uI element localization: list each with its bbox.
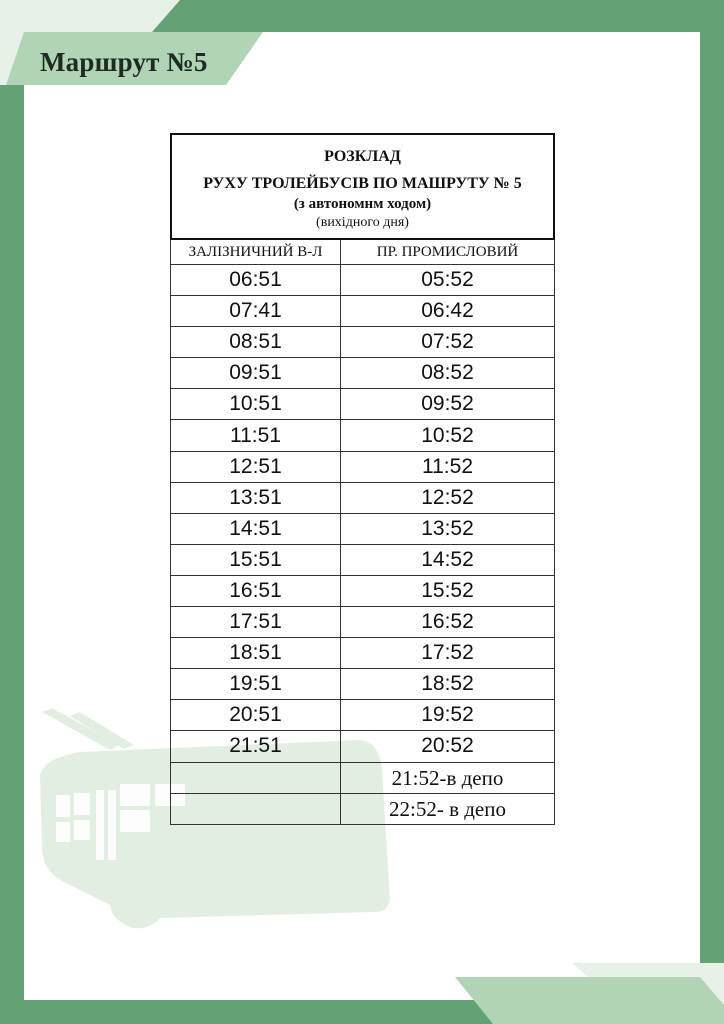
departure-cell: 22:52- в депо (341, 793, 555, 824)
column-header-zaliznychnyi: ЗАЛІЗНИЧНИЙ В-Л (171, 239, 341, 265)
departure-cell: 12:52 (341, 482, 555, 513)
schedule-mode-note: (з автономнм ходом) (293, 196, 432, 212)
departure-cell: 20:51 (171, 700, 341, 731)
departure-cell: 15:52 (341, 575, 555, 606)
schedule-day-note: (вихідного дня) (316, 215, 409, 230)
column-header-promyslovyi: ПР. ПРОМИСЛОВИЙ (341, 239, 555, 265)
table-row (171, 265, 555, 296)
table-row (171, 731, 555, 762)
departure-cell: 05:52 (341, 265, 555, 296)
route-title: Маршрут №5 (40, 47, 208, 77)
departure-cell: 17:51 (171, 607, 341, 638)
table-row (171, 327, 555, 358)
departure-cell: 14:51 (171, 513, 341, 544)
schedule-header (170, 133, 555, 238)
departure-cell (171, 762, 341, 793)
column-header-row (171, 239, 555, 265)
table-row (171, 669, 555, 700)
departure-cell: 18:52 (341, 669, 555, 700)
departure-cell: 14:52 (341, 544, 555, 575)
departure-cell: 19:52 (341, 700, 555, 731)
table-row (171, 607, 555, 638)
departure-cell: 07:41 (171, 296, 341, 327)
departure-cell: 09:51 (171, 358, 341, 389)
table-row (171, 482, 555, 513)
departure-cell: 20:52 (341, 731, 555, 762)
departure-cell: 08:51 (171, 327, 341, 358)
table-row (171, 296, 555, 327)
departure-cell: 07:52 (341, 327, 555, 358)
table-row (171, 793, 555, 824)
departure-cell: 19:51 (171, 669, 341, 700)
departure-cell: 10:51 (171, 389, 341, 420)
schedule-heading: РОЗКЛАД (324, 148, 401, 165)
departure-cell: 21:51 (171, 731, 341, 762)
departure-cell: 06:42 (341, 296, 555, 327)
table-row (171, 762, 555, 793)
departure-cell: 13:52 (341, 513, 555, 544)
timetable (170, 238, 555, 825)
departure-cell: 17:52 (341, 638, 555, 669)
departure-cell: 18:51 (171, 638, 341, 669)
table-row (171, 451, 555, 482)
departure-cell: 06:51 (171, 265, 341, 296)
departure-cell: 10:52 (341, 420, 555, 451)
departure-cell: 11:51 (171, 420, 341, 451)
departure-cell: 12:51 (171, 451, 341, 482)
departure-cell: 16:52 (341, 607, 555, 638)
table-row (171, 358, 555, 389)
table-row (171, 700, 555, 731)
table-row (171, 544, 555, 575)
departure-cell: 16:51 (171, 575, 341, 606)
departure-cell: 21:52-в депо (341, 762, 555, 793)
departure-cell: 15:51 (171, 544, 341, 575)
table-row (171, 638, 555, 669)
table-row (171, 389, 555, 420)
departure-cell (171, 793, 341, 824)
departure-cell: 13:51 (171, 482, 341, 513)
schedule-table (170, 133, 555, 825)
departure-cell: 11:52 (341, 451, 555, 482)
table-row (171, 513, 555, 544)
departure-cell: 08:52 (341, 358, 555, 389)
departure-cell: 09:52 (341, 389, 555, 420)
table-row (171, 575, 555, 606)
table-row (171, 420, 555, 451)
schedule-subheading: РУХУ ТРОЛЕЙБУСІВ ПО МАШРУТУ № 5 (203, 175, 522, 192)
